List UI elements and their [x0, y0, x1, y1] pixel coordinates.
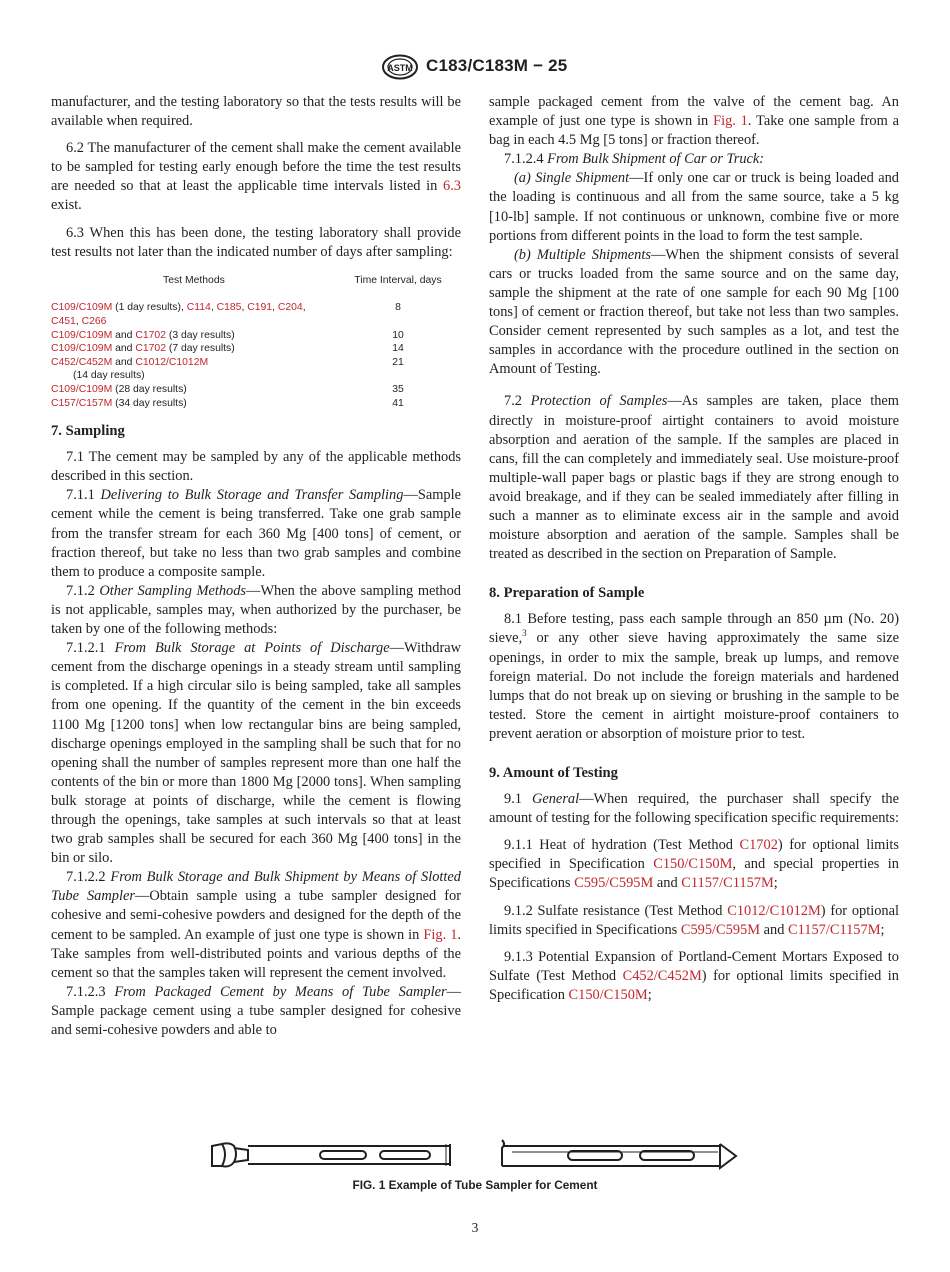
paragraph-6-3: 6.3 When this has been done, the testing laboratory shall provide test results not later than the indicated number of days after sampling:	[51, 224, 461, 260]
link-6-3[interactable]: 6.3	[443, 178, 461, 195]
table-row: C109/C109M and C1702 (7 day results) 14	[51, 342, 453, 356]
link-c1702[interactable]: C1702	[135, 329, 166, 341]
page-header	[0, 52, 950, 82]
paragraph-continued-right: sample packaged cement from the valve of the cement bag. An example of just one type is shown in Fig. 1. Take one sample from a bag in each 4.5 Mg [5 tons] or fraction thereof.	[489, 94, 900, 149]
link-c191[interactable]: C191	[247, 302, 273, 314]
paragraph-single-shipment: (a) Single Shipment—If only one car or truck is being loaded and the loading is continuous and all from the same source, take a 5 kg [10-lb] sample. If not continuous or unknown, combine five or more portions from different points in the load to form the test sample.	[489, 170, 899, 244]
figure-caption: FIG. 1 Example of Tube Sampler for Cement	[352, 1178, 598, 1192]
link-c452[interactable]: C452/C452M	[622, 967, 702, 984]
section-heading-9: 9. Amount of Testing	[489, 765, 618, 781]
link-c1157[interactable]: C1157/C1157M	[681, 875, 774, 892]
paragraph-9-1-1: 9.1.1 Heat of hydration (Test Method C1702) for optional limits specified in Specification C150/C150M, and special properties in Specifications C595/C595M and C1157/C1157M;	[489, 837, 899, 892]
tube-sampler-figure	[200, 1132, 760, 1180]
table-row: C109/C109M (28 day results) 35	[51, 383, 453, 397]
link-c185[interactable]: C185	[216, 302, 242, 314]
link-c150[interactable]: C150/C150M	[653, 856, 733, 873]
table-cell-value: 8	[395, 302, 401, 314]
link-c451[interactable]: C451	[51, 315, 76, 327]
table-row: C109/C109M (1 day results), C114, C185, C191, C204, C451, C266 8	[51, 301, 453, 328]
link-c150[interactable]: C150/C150M	[568, 986, 648, 1003]
link-c109[interactable]: C109/C109M	[51, 329, 113, 341]
table-row: C452/C452M and C1012/C1012M (14 day results) 21	[51, 356, 453, 383]
table-cell-value: 21	[392, 356, 404, 368]
paragraph-9-1-3: 9.1.3 Potential Expansion of Portland-Cement Mortars Exposed to Sulfate (Test Method C452/C452M) for optional limits specified in Specification C150/C150M;	[489, 948, 899, 1003]
link-c109[interactable]: C109/C109M	[51, 383, 113, 395]
paragraph-7-1-2-4: 7.1.2.4 From Bulk Shipment of Car or Truck:	[504, 151, 765, 168]
paragraph-7-1-2: 7.1.2 Other Sampling Methods—When the above sampling method is not applicable, samples may, when authorized by the purchaser, be taken by one of the following methods:	[51, 582, 461, 638]
link-c109[interactable]: C109/C109M	[51, 302, 113, 314]
table-header-methods: Test Methods	[163, 274, 225, 286]
table-cell-value: 41	[392, 397, 404, 409]
paragraph-7-1-2-2: 7.1.2.2 From Bulk Storage and Bulk Shipment by Means of Slotted Tube Sampler—Obtain sample using a tube sampler designed for cohesive and semi-cohesive powders and designed for the depth of the cement to be sampled. An example of just one type is shown in Fig. 1. Take samples from well-distributed points and various depths of the cement so that the samples taken will represent the cement involved.	[51, 869, 462, 981]
link-c266[interactable]: C266	[81, 315, 107, 327]
link-c109[interactable]: C109/C109M	[51, 343, 113, 355]
link-fig-1[interactable]: Fig. 1	[423, 926, 458, 943]
paragraph-6-2: 6.2 The manufacturer of the cement shall make the cement available to be sampled for testing early enough before the time the test results are needed so that at least the applicable time intervals listed in 6.3 exist.	[51, 140, 461, 214]
paragraph-continued: manufacturer, and the testing laboratory so that the tests results will be available when required.	[51, 94, 461, 130]
left-column	[51, 93, 461, 1040]
link-c1702[interactable]: C1702	[739, 837, 778, 854]
paragraph-7-1: 7.1 The cement may be sampled by any of the applicable methods described in this section.	[51, 449, 461, 485]
section-heading-7: 7. Sampling	[51, 423, 125, 440]
table-cell-value: 35	[392, 383, 404, 395]
paragraph-8-1: 8.1 Before testing, pass each sample through an 850 µm (No. 20) sieve,$^3$ or any other sieve having approximately the same size openings, in order to mix the sample, break up lumps, and remove foreign material. Do not include the foreign materials and hardened lumps that do not break up on sieving or brushing in the sample to be tested. Store the cement in airtight moisture-proof containers to prevent aeration or absorption of moisture prior to test.	[489, 611, 899, 742]
link-c1157[interactable]: C1157/C1157M	[788, 921, 881, 938]
right-column	[489, 93, 899, 1005]
standard-designation: C183/C183M − 25	[426, 56, 568, 75]
link-c1012[interactable]: C1012/C1012M	[135, 356, 209, 368]
link-c1012[interactable]: C1012/C1012M	[727, 902, 821, 919]
svg-text:ASTM: ASTM	[387, 63, 413, 73]
table-header-interval: Time Interval, days	[354, 274, 442, 286]
paragraph-9-1-2: 9.1.2 Sulfate resistance (Test Method C1012/C1012M) for optional limits specified in Specifications C595/C595M and C1157/C1157M;	[489, 902, 899, 938]
paragraph-7-1-1: 7.1.1 Delivering to Bulk Storage and Transfer Sampling—Sample cement while the cement is being transferred. Take one grab sample from the transfer stream for each 360 Mg [400 tons] of cement, or fraction thereof, but take no less than two grab samples and combine them to produce a composite sample.	[51, 487, 461, 580]
paragraph-7-1-2-3: 7.1.2.3 From Packaged Cement by Means of Tube Sampler—Sample package cement using a tube sampler designed for cohesive and semi-cohesive powders and able to	[51, 983, 462, 1038]
table-cell-value: 14	[392, 343, 404, 355]
link-c114[interactable]: C114	[186, 302, 211, 314]
astm-logo-icon	[381, 54, 419, 80]
page-number: 3	[471, 1220, 479, 1235]
section-heading-8: 8. Preparation of Sample	[489, 585, 645, 602]
link-fig-1[interactable]: Fig. 1	[713, 113, 748, 130]
link-c204[interactable]: C204	[277, 302, 303, 314]
table-cell-value: 10	[392, 329, 404, 341]
link-c452[interactable]: C452/C452M	[51, 356, 113, 368]
paragraph-multiple-shipments: (b) Multiple Shipments—When the shipment consists of several cars or trucks loaded from the same source and on the same day, sample the shipment at the rate of one sample for each 90 Mg [100 tons] of cement or fraction thereof, but take not less than two samples. Consider cement represented by such samples as a lot, and test the samples in accordance with the procedure outlined in the section on Amount of Testing.	[489, 246, 899, 378]
link-c595[interactable]: C595/C595M	[574, 875, 654, 892]
paragraph-7-1-2-1: 7.1.2.1 From Bulk Storage at Points of Discharge—Withdraw cement from the discharge openings in a steady stream until sampling is completed. If a high circular silo is being sampled, take all samples from one opening. If the quantity of the cement in the bin exceeds 1100 Mg [1200 tons] when low rectangular bins are being sampled, discharge openings employed in the sampling shall be such that for no opening shall the number of samples represent more than one half the contents of the bin or more than 1800 Mg [2000 tons]. When sampling bulk storage at points of discharge, while the cement is flowing through the openings, take samples at such intervals so that at least two grab samples shall be secured for each 360 Mg [400 tons] in the bin or silo.	[51, 640, 462, 867]
paragraph-7-2: 7.2 Protection of Samples—As samples are taken, place them directly in moisture-proof airtight containers to avoid moisture absorption and aeration of the sample. If the samples are placed in cans, fill the can completely and immediately seal. Use moisture-proof multiple-wall paper bags or plastic bags if they are strong enough to avoid breakage, and if they can be sealed immediately after filling in such a manner as to eliminate excess air in the sample and avoid moisture absorption and aeration of the sample. Samples shall be treated as described in the section on Preparation of Sample.	[489, 393, 899, 563]
table-row: C109/C109M and C1702 (3 day results) 10	[51, 329, 453, 343]
tube-sampler-right-icon	[502, 1140, 736, 1168]
time-interval-table	[51, 274, 453, 410]
table-row: C157/C157M (34 day results) 41	[51, 397, 453, 411]
paragraph-9-1: 9.1 General—When required, the purchaser shall specify the amount of testing for the following specification specific requirements:	[489, 791, 900, 827]
tube-sampler-left-icon	[212, 1143, 450, 1166]
link-c595[interactable]: C595/C595M	[680, 921, 761, 938]
link-c157[interactable]: C157/C157M	[51, 397, 113, 409]
link-c1702[interactable]: C1702	[135, 343, 166, 355]
